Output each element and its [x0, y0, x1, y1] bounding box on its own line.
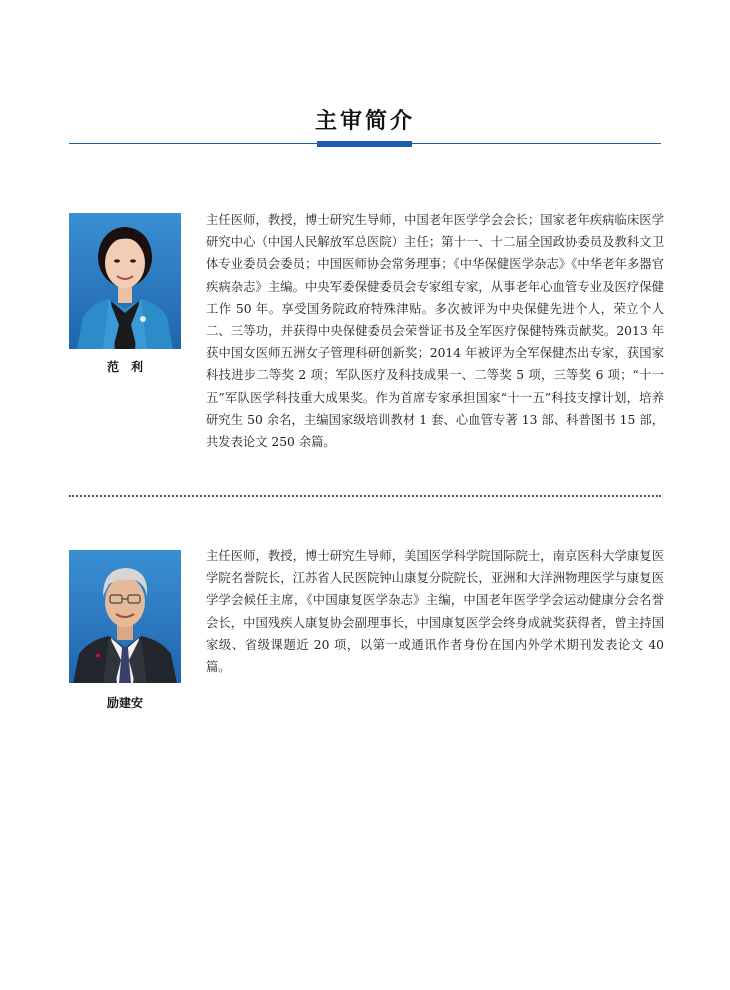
portrait-photo — [69, 213, 181, 349]
bio-text: 主任医师，教授，博士研究生导师，美国医学科学院国际院士，南京医科大学康复医学院名誉院长，江苏省人民医院钟山康复分院院长，亚洲和大洋洲物理医学与康复医学学会候任主席，《中国康复医学杂志》主编，中国老年医学学会运动健康分会名誉会长，中国残疾人康复协会副理事长，中国康复医学会终身成就奖获得者，曾主持国家级、省级课题近 20 项，以第一或通讯作者身份在国内外学术期刊发表论文 40 篇。 — [206, 549, 664, 675]
person-name: 励建安 — [106, 696, 143, 710]
section-divider — [69, 495, 661, 497]
person-name: 范 利 — [106, 360, 143, 374]
page-title: 主审简介 — [314, 109, 415, 134]
portrait-photo — [69, 549, 181, 683]
title-rule-accent — [317, 141, 412, 147]
bio-text: 主任医师，教授，博士研究生导师，中国老年医学学会会长；国家老年疾病临床医学研究中心（中国人民解放军总医院）主任；第十一、十二届全国政协委员及教科文卫体专业委员会委员；中国医师协会常务理事；《中华保健医学杂志》《中华老年多器官疾病杂志》主编。中央军委保健委员会专家组专家，从事老年心血管专业及医疗保健工作 50 年。享受国务院政府特殊津贴。多次被评为中央保健先进个人，荣立个人二、三等功，并获得中央保健委员会荣誉证书及全军医疗保健特殊贡献奖。2013 年获中国女医师五洲女子管理科研创新奖；2014 年被评为全军保健杰出专家，获国家科技进步二等奖 2 项；军队医疗及科技成果一、二等奖 5 项，三等奖 6 项；“十一五”军队医学科技重大成果奖。作为首席专家承担国家“十一五”科技支撑计划，培养研究生 50 余名，主编国家级培训教材 1 套、心血管专著 13 部、科普图书 15 部，共发表论文 250 余篇。 — [206, 213, 664, 450]
